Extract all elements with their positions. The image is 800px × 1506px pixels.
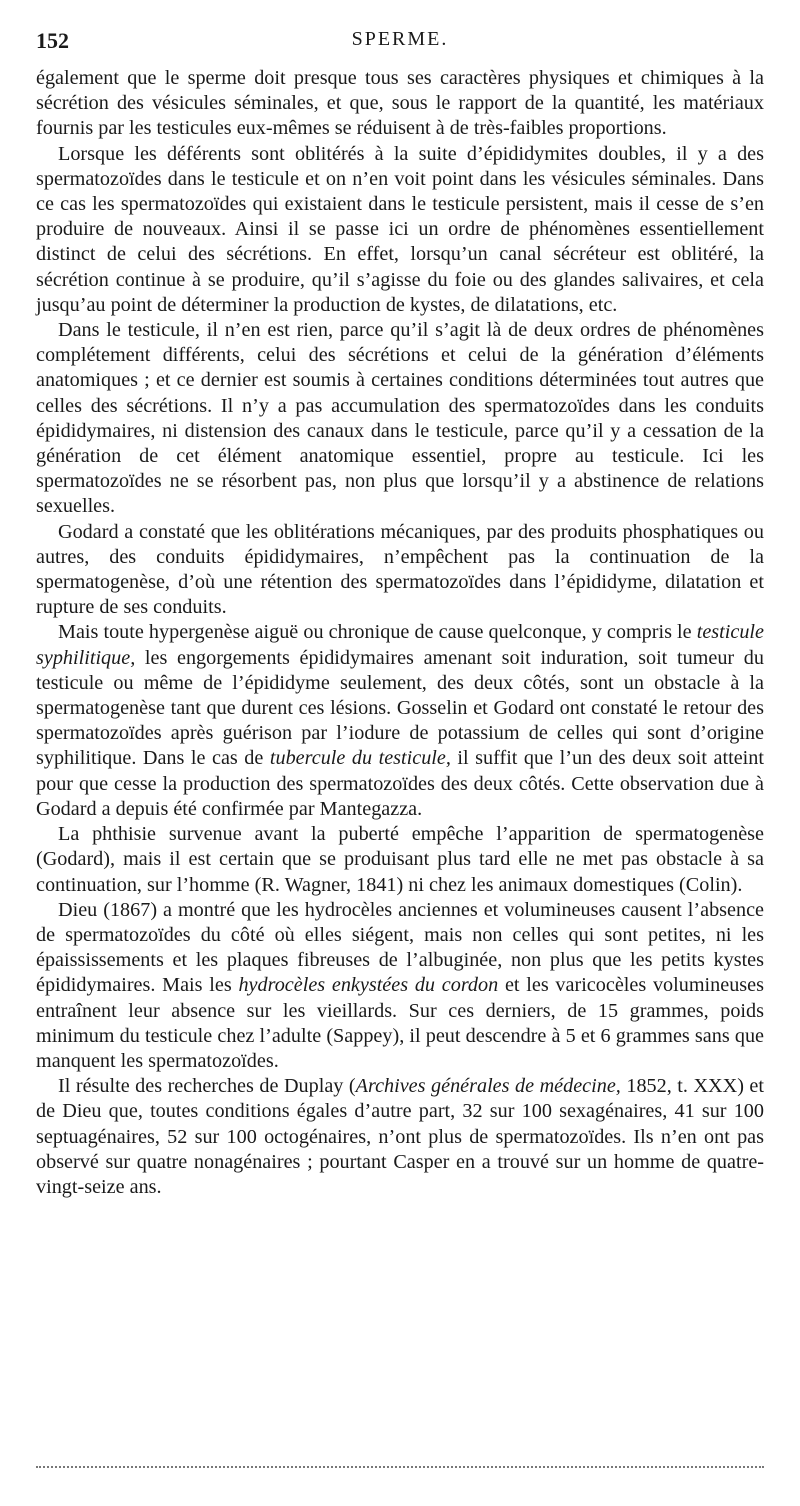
body-text (36, 66, 764, 1200)
text-run: également que le sperme doit presque tous ses caractères physiques et chimiques à la sécrétion des vésicules séminales, et que, sous le rapport de la quantité, les matériaux fournis par les testicules eux-mêmes se réduisent à de très-faibles proportions. (36, 67, 764, 140)
text-run: La phthisie survenue avant la puberté empêche l’apparition de spermatogenèse (Godard), mais il est certain que se produisant plus tard elle ne met pas obstacle à sa continuation, sur l’homme (R. Wagner, 1841) ni chez les animaux domestiques (Colin). (36, 823, 764, 896)
paragraph (36, 620, 764, 822)
text-run: Dieu (1867) a montré que les hydrocèles anciennes et volumineuses causent l’absence de spermatozoïdes du côté où elles siégent, mais non celles qui sont petites, ni les épaississements et les plaques fibreuses de l’albuginée, non plus que les petits kystes épididymaires. Mais les (36, 898, 764, 997)
text-run: Dans le testicule, il n’en est rien, parce qu’il s’agit là de deux ordres de phénomènes complétement différents, celui des sécrétions et celui de la génération d’éléments anatomiques ; et ce dernier est soumis à certaines conditions déterminées tout autres que celles des sécrétions. Il n’y a pas accumulation des spermatozoïdes dans les conduits épididymaires, ni distension des canaux dans le testicule, parce qu’il y a cessation de la génération de cet élément anatomique essentiel, propre au testicule. Ici les spermatozoïdes ne se résorbent pas, non plus que lorsqu’il y a abstinence de relations sexuelles. (36, 319, 764, 518)
footer-dotted-rule (36, 1466, 764, 1468)
paragraph (36, 898, 764, 1074)
italic-text-run: tubercule du testicule, (269, 747, 451, 770)
paragraph (36, 822, 764, 898)
text-run: et les varicocèles volumineuses entraînent leur absence sur les vieillards. Sur ces derniers, de 15 grammes, poids minimum du testicule chez l’adulte (Sappey), il peut descendre à 5 et 6 grammes sans que manquent les spermatozoïdes. (36, 974, 764, 1072)
text-run: Lorsque les déférents sont oblitérés à la suite d’épididymites doubles, il y a des spermatozoïdes dans le testicule et on n’en voit point dans les vésicules séminales. Dans ce cas les spermatozoïdes qui existaient dans le testicule persistent, mais il cesse de s’en produire de nouveaux. Ainsi il se passe ici un ordre de phénomènes essentiellement distinct de celui des sécrétions. En effet, lorsqu’un canal sécréteur est oblitéré, la sécrétion continue à se produire, qu’il s’agisse du foie ou des glandes salivaires, et cela jusqu’au point de déterminer la production de kystes, de dilatations, etc. (36, 142, 764, 316)
paragraph (36, 1074, 764, 1200)
page-number: 152 (36, 28, 69, 53)
paragraph (36, 318, 764, 520)
text-run: Il résulte des recherches de Duplay ( (58, 1075, 356, 1098)
paragraph (36, 520, 764, 621)
page-header (36, 28, 764, 58)
text-run: les engorgements épididymaires amenant soit induration, soit tumeur du testicule ou même de l’épididyme seulement, des deux côtés, sont un obstacle à la spermatogenèse tant que durent ces lésions. Gosselin et Godard ont constaté le retour des spermatozoïdes après guérison par l’iodure de potassium de celles qui sont d’origine syphilitique. Dans le cas de (36, 646, 764, 770)
running-head: SPERME. (351, 28, 449, 50)
paragraph (36, 66, 764, 142)
paragraph (36, 142, 764, 318)
italic-text-run: hydrocèles enkystées du cordon (238, 974, 499, 997)
text-run: il suffit que l’un des deux soit atteint pour que cesse la production des spermatozoïdes des deux côtés. Cette observation due à Godard a depuis été confirmée par Mantegazza. (36, 747, 764, 820)
text-run: 1852, t. XXX) et de Dieu que, toutes conditions égales d’autre part, 32 sur 100 sexagénaires, 41 sur 100 septuagénaires, 52 sur 100 octogénaires, n’ont plus de spermatozoïdes. Ils n’en ont pas observé sur quatre nonagénaires ; pourtant Casper en a trouvé sur un homme de quatre-vingt-seize ans. (36, 1075, 764, 1198)
italic-text-run: Archives générales de médecine, (355, 1075, 621, 1098)
text-run: Mais toute hypergenèse aiguë ou chronique de cause quelconque, y compris le (58, 621, 697, 644)
italic-text-run: testicule syphilitique, (36, 621, 764, 669)
text-run: Godard a constaté que les oblitérations mécaniques, par des produits phosphatiques ou autres, des conduits épididymaires, n’empêchent pas la continuation de la spermatogenèse, d’où une rétention des spermatozoïdes dans l’épididyme, dilatation et rupture de ses conduits. (36, 520, 764, 619)
